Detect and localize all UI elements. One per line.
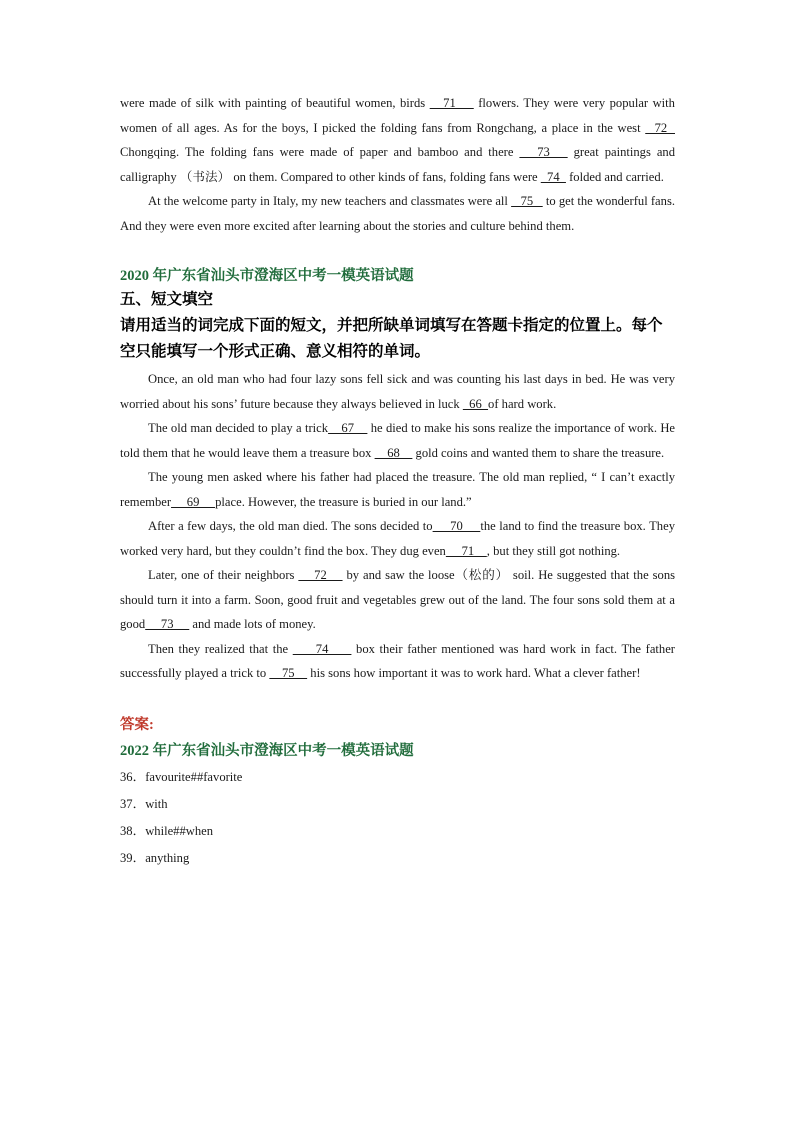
instructions: 请用适当的词完成下面的短文，并把所缺单词填写在答题卡指定的位置上。每个空只能填写一个形式正确、意义相符的单词。 — [120, 317, 663, 360]
section-2020-title: 2020 年广东省汕头市澄海区中考一模英语试题 — [120, 268, 414, 284]
text-run: The old man decided to play a trick — [148, 421, 329, 435]
passage2-paragraph-6 — [120, 637, 675, 686]
blank-number: 72 — [645, 120, 675, 135]
answers-section-title: 2022 年广东省汕头市澄海区中考一模英语试题 — [120, 742, 414, 759]
passage2-paragraph-3 — [120, 465, 675, 514]
text-run: were made of silk with painting of beautiful women, birds — [120, 96, 430, 110]
text-run: he died to make his sons realize the importance of work. He told them that he would leave them a treasure box — [120, 421, 676, 460]
text-run: box their father mentioned was hard work in fact. The father successfully played a trick to — [120, 641, 675, 680]
passage2-paragraph-4 — [120, 514, 675, 563]
text-run: Then they realized that the — [148, 641, 293, 656]
text-run: At the welcome party in Italy, my new teachers and classmates were all — [148, 194, 512, 208]
text-run: Once, an old man who had four lazy sons fell sick and was counting his last days in bed. He was very worried about his sons’ future because they always believed in luck — [120, 372, 675, 411]
text-run: the land to find the treasure box. They worked very hard, but they couldn’t find the box. They dug even — [120, 519, 675, 558]
blank-number: 73 — [519, 145, 568, 159]
passage1-paragraph-2 — [120, 189, 675, 238]
text-run: Chongqing. The folding fans were made of paper and bamboo and there — [120, 145, 520, 159]
text-run: and made lots of money. — [189, 617, 316, 631]
text-run: gold coins and wanted them to share the treasure. — [412, 445, 665, 460]
text-run: , but they still got nothing. — [486, 543, 621, 558]
passage2-paragraph-5 — [120, 563, 675, 637]
text-run: place. However, the treasure is buried in our land.” — [215, 494, 472, 509]
blank-number: 69 — [171, 494, 216, 509]
text-run: The young men asked where his father had placed the treasure. The old man replied, “ I can’t exactly remember — [120, 470, 675, 509]
part-heading: 五、短文填空 — [120, 291, 214, 308]
blank-number: 68 — [374, 445, 413, 460]
blank-number: 74 — [292, 641, 352, 656]
text-run: flowers. They were very popular with women of all ages. As for the boys, I picked the folding fans from Rongchang, a place in the west — [120, 96, 675, 135]
blank-number: 66 — [462, 396, 489, 411]
text-run: his sons how important it was to work hard. What a clever father! — [307, 666, 641, 680]
answer-item: 38．while##when — [120, 823, 214, 838]
answer-item: 36．favourite##favorite — [120, 769, 243, 784]
blank-number: 75 — [269, 666, 308, 680]
blank-number: 67 — [328, 421, 368, 435]
answer-label: 答案: — [120, 716, 154, 733]
text-run: great paintings and calligraphy （书法） on them. Compared to other kinds of fans, folding fans were — [120, 145, 675, 184]
text-run: After a few days, the old man died. The sons decided to — [148, 519, 433, 533]
blank-number: 70 — [432, 519, 481, 533]
text-run: to get the wonderful fans. And they were even more excited after learning about the stories and culture behind them. — [120, 194, 675, 233]
text-run: by and saw the loose（松的） soil. He suggested that the sons should turn it into a farm. Soon, good fruit and vegetables grew out of the land. The four sons sold them at a good — [120, 568, 676, 631]
answer-item: 37．with — [120, 796, 168, 811]
answer-item: 39．anything — [120, 850, 190, 865]
text-run: of hard work. — [488, 396, 557, 411]
text-run: Later, one of their neighbors — [148, 568, 299, 582]
passage1-paragraph-1 — [120, 91, 675, 189]
document-page — [120, 91, 675, 872]
text-run: folded and carried. — [565, 169, 664, 184]
blank-number: 75 — [511, 194, 543, 208]
passage2-paragraph-1 — [120, 367, 675, 416]
blank-number: 71 — [429, 96, 474, 110]
blank-number: 73 — [145, 617, 190, 631]
blank-number: 72 — [298, 568, 343, 582]
blank-number: 74 — [540, 169, 566, 184]
blank-number: 71 — [445, 543, 487, 558]
passage2-paragraph-2 — [120, 416, 675, 465]
